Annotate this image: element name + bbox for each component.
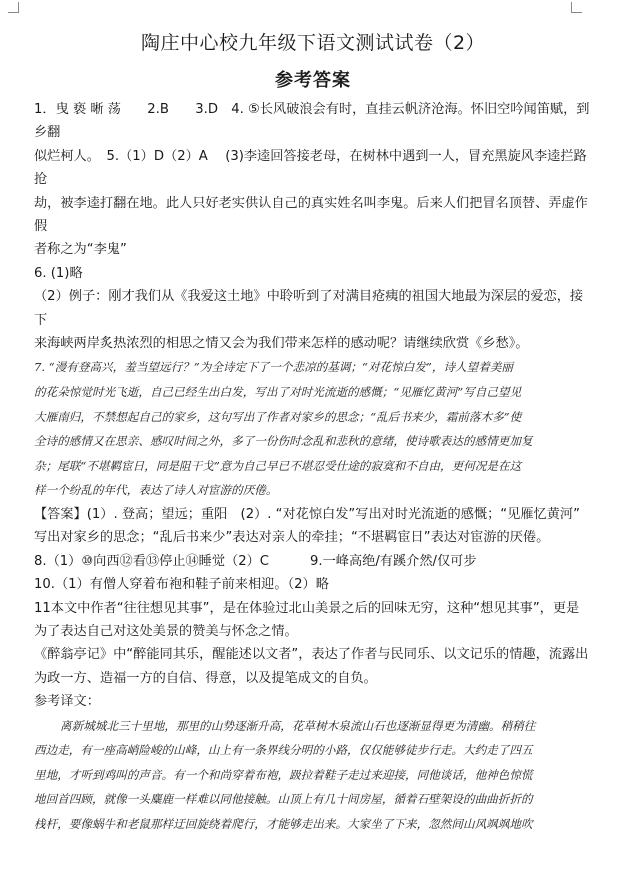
page-subtitle: 参考答案 bbox=[275, 70, 351, 91]
translation-line-5: 栈杆，要像蜗牛和老鼠那样迂回旋绕着爬行，才能够走出来。大家坐了下来，忽然间山风飒飒地吹 bbox=[34, 817, 533, 832]
q11-line-1: 11本文中作者“往往想见其事”，是在体验过北山美景之后的回味无穷，这种“想见其事”，更是 bbox=[34, 600, 580, 616]
q7-handwritten-line-3: 大雁南归，不禁想起自己的家乡，这句写出了作者对家乡的思念；“乱后书来少，霜前落木多”使 bbox=[34, 409, 522, 424]
q1-line-4: 者称之为“李鬼” bbox=[34, 242, 127, 258]
q6-part-2-line-2: 来海峡两岸炙热浓烈的相思之情又会为我们带来怎样的感动呢？请继续欣赏《乡愁》。 bbox=[34, 336, 529, 352]
translation-line-2: 西边走，有一座高峭险峻的山峰，山上有一条界线分明的小路，仅仅能够徒步行走。大约走了四五 bbox=[34, 743, 533, 758]
q1-line-3: 劫，被李逵打翻在地。此人只好老实供认自己的真实姓名叫李鬼。后来人们把冒名顶替、弄虚作假 bbox=[34, 195, 588, 235]
q6-part-2-line-1: （2）例子：刚才我们从《我爱这土地》中聆听到了对满目疮痍的祖国大地最为深层的爱恋，接下 bbox=[34, 289, 584, 328]
q6-part-1: 6. (1)略 bbox=[34, 265, 83, 281]
q1-line-1: 1．曳 亵 晰 荡 2.B 3.D 4. ⑤长风破浪会有时，直挂云帆济沧海。怀旧空吟闻笛赋，到乡翻 bbox=[34, 102, 590, 141]
q11-line-2: 为了表达自己对这处美景的赞美与怀念之情。 bbox=[34, 624, 298, 640]
translation-label: 参考译文： bbox=[34, 694, 100, 710]
q8-q9-row bbox=[34, 550, 592, 573]
page-title: 陶庄中心校九年级下语文测试试卷（2） bbox=[140, 32, 486, 54]
q11b-line-1: 《醉翁亭记》中“醉能同其乐，醒能述以文者”，表达了作者与民同乐、以文记乐的情趣，流露出 bbox=[34, 647, 589, 663]
q9-answer: 9.一峰高绝/有蹊介然/仅可步 bbox=[310, 553, 477, 569]
q8-answer: 8.（1）⑩向西⑫看⑬停止⑭睡觉（2）C bbox=[34, 553, 270, 569]
translation-line-3: 里地，才听到鸡叫的声音。有一个和尚穿着布袍，趿拉着鞋子走过来迎接，同他谈话，他神色惊慌 bbox=[34, 767, 533, 782]
q1-line-2: 似烂柯人。 5.（1）D（2）A (3)李逵回答接老母，在树林中遇到一人，冒充黑旋风李逵拦路抢 bbox=[34, 148, 587, 188]
q7-handwritten-line-4: 全诗的感情又在思亲、感叹时间之外，多了一份伤时念乱和悲秋的意绪，使诗歌表达的感情更加复 bbox=[34, 434, 533, 449]
q10-answer: 10.（1）有僧人穿着布袍和鞋子前来相迎。（2）略 bbox=[34, 577, 329, 593]
crop-mark-top-left bbox=[8, 2, 19, 13]
q7-answer-line-1: 【答案】(1）. 登高；望远；重阳 (2）. “对花惊白发”写出对时光流逝的感慨；“见雁忆黄河” bbox=[34, 507, 580, 523]
q11b-line-2: 为政一方、造福一方的自信、得意，以及提笔成文的自负。 bbox=[34, 670, 377, 686]
translation-line-4: 地回首四顾，就像一头麋鹿一样难以同他接触。山顶上有几十间房屋，循着石壁架设的曲曲折折的 bbox=[34, 792, 533, 807]
q7-handwritten-line-1: 7. “漫有登高兴，羞当望远行？”为全诗定下了一个悲凉的基调；“对花惊白发”，诗人望着美丽 bbox=[34, 360, 514, 375]
q7-handwritten-line-5: 杂；尾联“不堪羁宦日，同是阻干戈”意为自己早已不堪忍受仕途的寂寞和不自由，更何况是在这 bbox=[34, 458, 522, 473]
answer-body bbox=[34, 98, 592, 837]
q7-handwritten-line-2: 的花朵惊觉时光飞逝，自己已经生出白发，写出了对时光流逝的感慨；“见雁忆黄河”写自己望见 bbox=[34, 385, 522, 400]
q7-answer-line-2: 写出对家乡的思念；“乱后书来少”表达对亲人的牵挂；“不堪羁宦日”表达对宦游的厌倦。 bbox=[34, 530, 550, 546]
translation-line-1: 离新城城北三十里地，那里的山势逐渐升高，花草树木泉流山石也逐渐显得更为清幽。稍稍往 bbox=[60, 718, 536, 733]
crop-mark-top-right bbox=[571, 2, 582, 13]
q7-handwritten-line-6: 样一个纷乱的年代，表达了诗人对宦游的厌倦。 bbox=[34, 483, 278, 498]
